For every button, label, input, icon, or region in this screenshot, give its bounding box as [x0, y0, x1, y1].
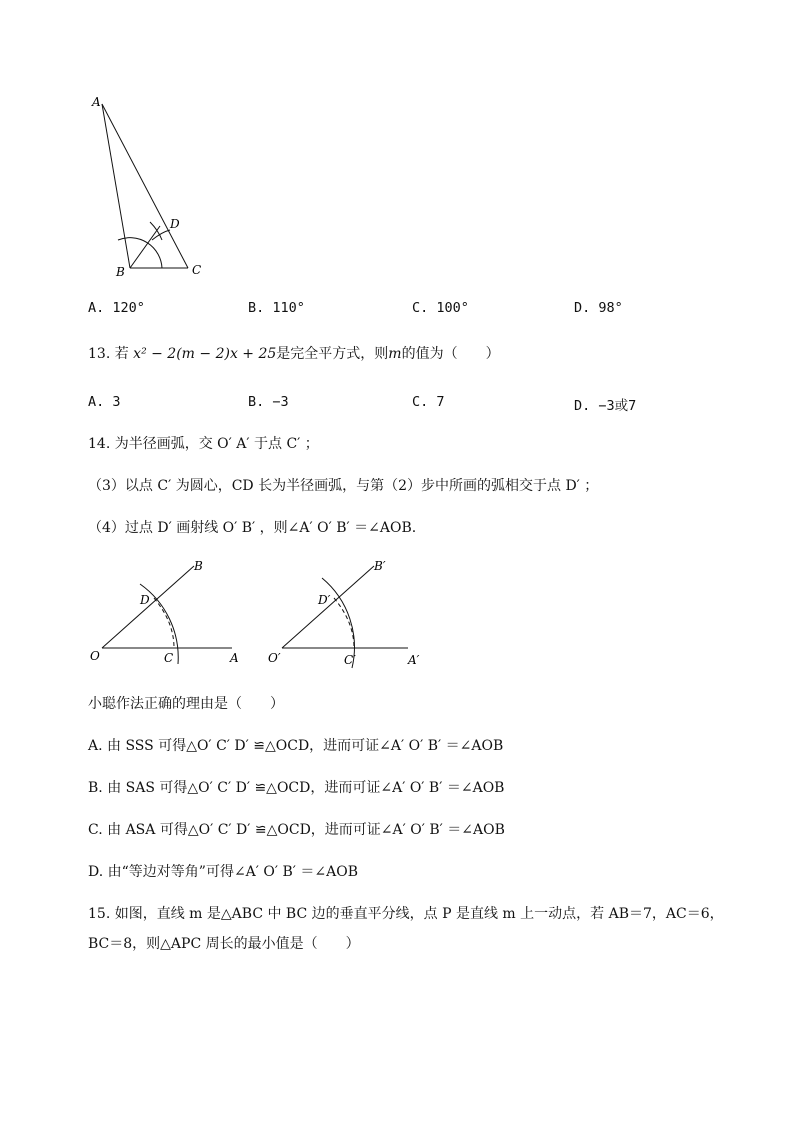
q13-mid: 是完全平方式，则: [276, 346, 389, 362]
label-a: A: [92, 95, 101, 109]
q13-number: 13.: [88, 346, 111, 362]
q13-prefix: 若: [114, 346, 129, 362]
q12-option-a: A. 120°: [88, 300, 145, 316]
q13-option-a: A. 3: [88, 394, 121, 410]
fig1-label-d: D: [140, 593, 150, 607]
q14-step3: （3）以点 C′ 为圆心，CD 长为半径画弧，与第（2）步中所画的弧相交于点 D′ ；: [88, 478, 599, 494]
q14-option-d: D. 由“等边对等角”可得∠A′ O′ B′ ＝∠AOB: [88, 864, 359, 880]
fig2-label-d: D′: [318, 593, 331, 607]
q14-option-a: A. 由 SSS 可得△O′ C′ D′ ≌△OCD，进而可证∠A′ O′ B′ ＝∠AOB: [88, 738, 504, 754]
q13-var: m: [388, 346, 402, 362]
q14-step4: （4）过点 D′ 画射线 O′ B′ ，则∠A′ O′ B′ ＝∠AOB.: [88, 520, 417, 536]
q13-expression: x² − 2(m − 2)x + 25: [133, 346, 277, 362]
fig1-label-a: A: [230, 651, 239, 665]
q14-option-c: C. 由 ASA 可得△O′ C′ D′ ≌△OCD，进而可证∠A′ O′ B′ ＝∠AOB: [88, 822, 505, 838]
fig2-label-b: B′: [374, 559, 386, 573]
q13-option-c: C. 7: [412, 394, 445, 410]
angle-figure-original: [86, 556, 256, 672]
label-c: C: [192, 263, 202, 277]
q13-suffix: 的值为（ ）: [401, 346, 500, 362]
label-d: D: [170, 217, 180, 231]
q12-option-c: C. 100°: [412, 300, 469, 316]
q13-question: [88, 344, 500, 364]
q13-option-d: D. −3或7: [574, 398, 637, 414]
q15-line2: BC＝8，则△APC 周长的最小值是（ ）: [88, 936, 360, 952]
q14-line1: 14. 为半径画弧，交 O′ A′ 于点 C′ ；: [88, 436, 319, 452]
angle-figure-copy: [266, 556, 436, 672]
label-b: B: [116, 265, 125, 279]
q14-question: 小聪作法正确的理由是（ ）: [88, 696, 284, 712]
fig1-label-o: O: [90, 649, 100, 663]
q12-option-b: B. 110°: [248, 300, 305, 316]
q13-option-b: B. −3: [248, 394, 289, 410]
q14-option-b: B. 由 SAS 可得△O′ C′ D′ ≌△OCD，进而可证∠A′ O′ B′ ＝∠AOB: [88, 780, 505, 796]
fig1-label-c: C: [164, 651, 174, 665]
q15-line1: 15. 如图，直线 m 是△ABC 中 BC 边的垂直平分线，点 P 是直线 m 上一动点，若 AB＝7，AC＝6，: [88, 906, 724, 922]
q12-option-d: D. 98°: [574, 300, 623, 316]
fig2-label-c: C′: [344, 653, 356, 667]
fig2-label-a: A′: [408, 653, 420, 667]
triangle-figure: [80, 90, 220, 290]
fig1-label-b: B: [194, 559, 203, 573]
fig2-label-o: O′: [268, 651, 281, 665]
